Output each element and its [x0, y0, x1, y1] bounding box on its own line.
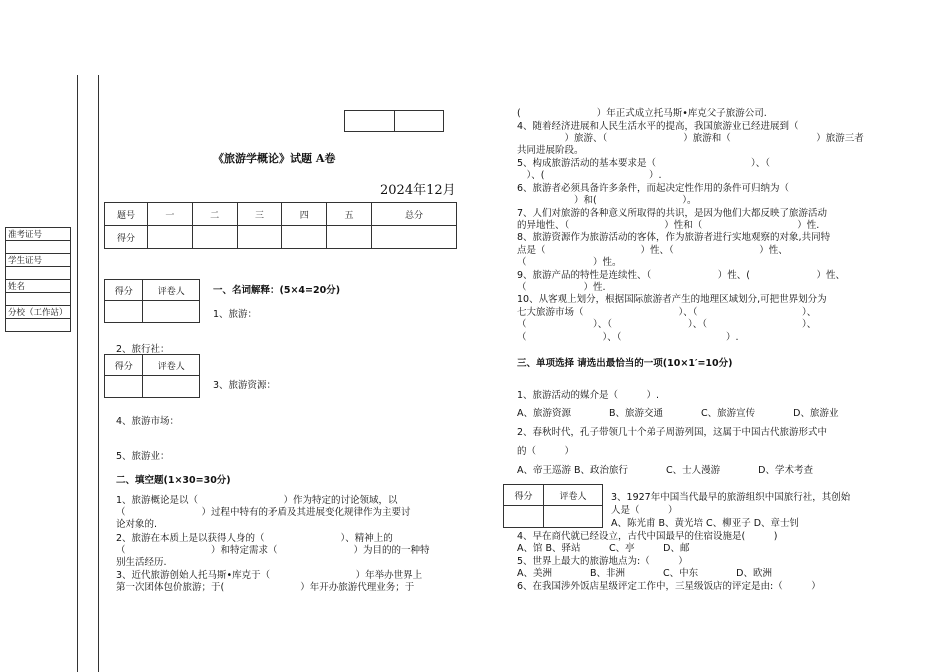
fill-line: 别生活经历. — [116, 557, 167, 568]
grader-label: 评卷人 — [143, 280, 200, 301]
score-header: 二 — [192, 203, 237, 226]
student-info-label: 学生证号 — [6, 254, 71, 267]
score-cell[interactable] — [371, 226, 456, 249]
code-cell — [394, 111, 444, 132]
fill-line: 论对象的. — [116, 519, 158, 530]
grader-score-label: 得分 — [105, 355, 143, 376]
score-table — [104, 202, 457, 249]
fill-line: 3、近代旅游创始人托马斯•库克于（ ）年举办世界上 — [116, 570, 423, 581]
student-info-blank[interactable] — [6, 293, 71, 306]
question-line: 5、世界上最大的旅游地点为:（ ） — [517, 556, 688, 567]
question-line: 人是（ ） — [611, 505, 678, 516]
question-line: 3、1927年中国当代最早的旅游组织中国旅行社，其创始 — [611, 492, 851, 503]
question-line: A、旅游资源 B、旅游交通 C、旅游宣传 D、旅游业 — [517, 408, 839, 419]
fill-line: 共同进展阶段。 — [517, 145, 584, 156]
question-line: 1、旅游活动的媒介是（ ）. — [517, 390, 660, 401]
score-row-label: 得分 — [105, 226, 148, 249]
score-cell[interactable] — [237, 226, 282, 249]
student-info-label: 分校（工作站） — [6, 306, 71, 319]
grader-score-label: 得分 — [105, 280, 143, 301]
grader-score-label: 得分 — [504, 485, 544, 506]
fill-line: （ ）性。 — [517, 257, 622, 268]
question-line: A、陈光甫 B、黄光培 C、柳亚子 D、章士钊 — [611, 518, 800, 529]
grader-cell[interactable] — [105, 301, 143, 323]
score-header: 三 — [237, 203, 282, 226]
student-info-blank[interactable] — [6, 267, 71, 280]
fill-line: 8、旅游资源作为旅游活动的客体，作为旅游者进行实地观察的对象,共同特 — [517, 232, 831, 243]
fill-line: 6、旅游者必须具备许多条件，而起决定性作用的条件可归纳为（ — [517, 183, 790, 194]
fill-line: ）和( ）。 — [517, 195, 697, 206]
grader-cell[interactable] — [143, 301, 200, 323]
grader-cell[interactable] — [105, 376, 143, 398]
binding-line-outer — [77, 75, 78, 672]
score-cell[interactable] — [192, 226, 237, 249]
binding-line-inner — [98, 75, 99, 672]
fill-line: ）旅游、（ ）旅游和（ ）旅游三者 — [517, 133, 864, 144]
grader-box — [104, 279, 200, 323]
score-header: 一 — [148, 203, 193, 226]
fill-line: 点是（ ）性、（ ）性、 — [517, 245, 788, 256]
term-item: 3、旅游资源： — [213, 380, 277, 391]
section1-title: 一、名词解释：(5×4=20分) — [213, 285, 341, 296]
exam-date: 2024年12月 — [380, 183, 456, 198]
fill-line: 4、随着经济进展和人民生活水平的提高，我国旅游业已经进展到（ — [517, 121, 799, 132]
fill-line: 1、旅游概论是以（ ）作为特定的讨论领域，以 — [116, 495, 398, 506]
exam-title: 《旅游学概论》试题 A卷 — [213, 152, 336, 165]
fill-line: （ ）、（ ）. — [517, 332, 739, 343]
grader-label: 评卷人 — [143, 355, 200, 376]
fill-line: ）、( ）. — [517, 170, 662, 181]
fill-line: （ ）性. — [517, 282, 606, 293]
question-line: A、美洲 B、非洲 C、中东 D、欧洲 — [517, 568, 772, 579]
question-line: A、馆 B、驿站 C、亭 D、邮 — [517, 543, 690, 554]
score-cell[interactable] — [327, 226, 372, 249]
student-info-table — [5, 227, 71, 332]
score-header: 总分 — [371, 203, 456, 226]
fill-line: 第一次团体包价旅游；于( ）年开办旅游代理业务；于 — [116, 582, 415, 593]
grader-box — [503, 484, 603, 528]
fill-line: 9、旅游产品的特性是连续性、（ ）性、( ）性、 — [517, 270, 846, 281]
term-item: 2、旅行社： — [116, 344, 170, 355]
student-info-label: 准考证号 — [6, 228, 71, 241]
fill-line: 7、人们对旅游的各种意义所取得的共识，是因为他们大都反映了旅游活动 — [517, 208, 828, 219]
section2-title: 二、填空题(1×30=30分) — [116, 475, 231, 486]
grader-box — [104, 354, 200, 398]
code-cell — [345, 111, 395, 132]
question-line: 的（ ） — [517, 446, 575, 457]
grader-cell[interactable] — [143, 376, 200, 398]
student-info-blank[interactable] — [6, 241, 71, 254]
score-header: 题号 — [105, 203, 148, 226]
fill-line: （ ）和特定需求（ ）为目的的一种特 — [116, 545, 430, 556]
fill-line: 的异地性、（ ）性和（ ）性. — [517, 220, 820, 231]
student-info-blank[interactable] — [6, 319, 71, 332]
score-header: 五 — [327, 203, 372, 226]
fill-line: ( ）年正式成立托马斯•库克父子旅游公司. — [517, 108, 767, 119]
question-line: 2、春秋时代，孔子带领几十个弟子周游列国，这属于中国古代旅游形式中 — [517, 427, 828, 438]
fill-line: （ ）过程中特有的矛盾及其进展变化规律作为主要讨 — [116, 507, 411, 518]
score-cell[interactable] — [282, 226, 327, 249]
fill-line: 10、从客观上划分，根据国际旅游者产生的地理区域划分,可把世界划分为 — [517, 294, 827, 305]
grader-cell[interactable] — [504, 506, 544, 528]
section3-title: 三、单项选择 请选出最恰当的一项(10×1′=10分) — [517, 358, 733, 369]
term-item: 1、旅游： — [213, 309, 258, 320]
fill-line: （ ）、（ ）、（ ）、 — [517, 319, 817, 330]
question-line: A、帝王巡游 B、政治旅行 C、士人漫游 D、学术考查 — [517, 465, 813, 476]
score-cell[interactable] — [148, 226, 193, 249]
student-info-label: 姓名 — [6, 280, 71, 293]
grader-cell[interactable] — [544, 506, 603, 528]
fill-line: 2、旅游在本质上是以获得人身的（ ）、精神上的 — [116, 533, 393, 544]
term-item: 5、旅游业： — [116, 451, 170, 462]
fill-line: 七大旅游市场（ ）、（ ）、 — [517, 307, 817, 318]
question-line: 6、在我国涉外饭店星级评定工作中，三星级饭店的评定是由:（ ） — [517, 581, 821, 592]
grader-label: 评卷人 — [544, 485, 603, 506]
term-item: 4、旅游市场： — [116, 416, 180, 427]
top-code-box — [344, 110, 444, 132]
score-header: 四 — [282, 203, 327, 226]
question-line: 4、早在商代就已经设立，古代中国最早的住宿设施是( ) — [517, 531, 778, 542]
fill-line: 5、构成旅游活动的基本要求是（ ）、（ — [517, 158, 771, 169]
